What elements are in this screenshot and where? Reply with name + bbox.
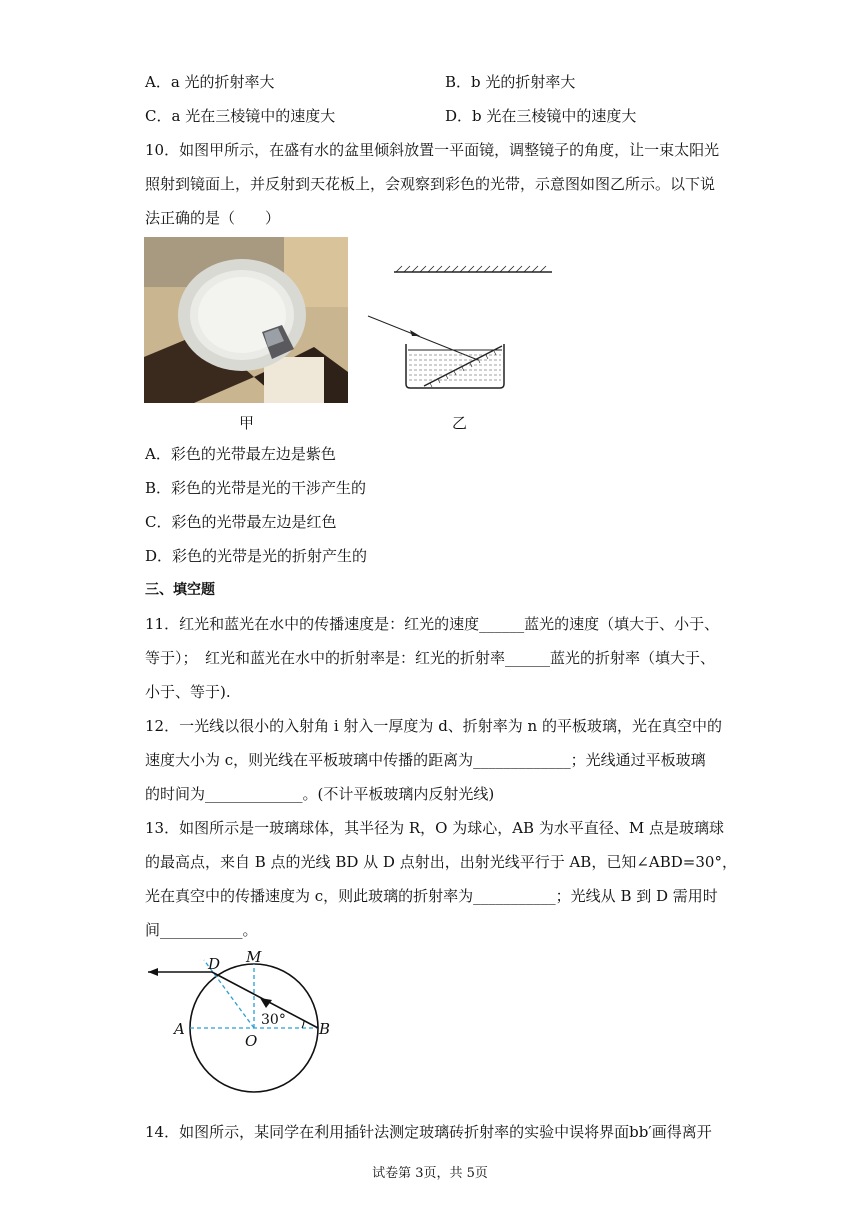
label-b: B (319, 1020, 331, 1038)
q9-option-b: B．b 光的折射率大 (445, 73, 576, 91)
q9-option-c: C．a 光在三棱镜中的速度大 (145, 107, 336, 125)
q13-line2: 的最高点，来自 B 点的光线 BD 从 D 点射出，出射光线平行于 AB，已知∠ABD=30°， (145, 853, 737, 871)
q9-option-d: D．b 光在三棱镜中的速度大 (445, 107, 637, 125)
q11-line1: 11．红光和蓝光在水中的传播速度是：红光的速度______蓝光的速度（填大于、小于、 (145, 615, 720, 633)
q10-stem-line3: 法正确的是（ ） (145, 209, 281, 227)
label-o: O (245, 1032, 258, 1050)
label-m: M (246, 948, 262, 966)
photo-plate-in-water (144, 237, 348, 403)
q11-line3: 小于、等于). (145, 683, 231, 701)
diagram-mirror-in-water (360, 262, 560, 394)
q12-line3: 的时间为_____________。(不计平板玻璃内反射光线) (145, 785, 495, 803)
q13-line4: 间___________。 (145, 921, 258, 939)
q12-line1: 12．一光线以很小的入射角 i 射入一厚度为 d、折射率为 n 的平板玻璃，光在真空中的 (145, 717, 722, 735)
caption-jia: 甲 (239, 414, 255, 432)
q13-line1: 13．如图所示是一玻璃球体，其半径为 R，O 为球心，AB 为水平直径、M 点是玻璃球 (145, 819, 724, 837)
label-a: A (174, 1020, 185, 1038)
caption-yi: 乙 (452, 414, 468, 432)
q12-line2: 速度大小为 c，则光线在平板玻璃中传播的距离为_____________；光线通过平板玻璃 (145, 751, 706, 769)
q11-line2: 等于）； 红光和蓝光在水中的折射率是：红光的折射率______蓝光的折射率（填大于、 (145, 649, 716, 667)
q10-option-d: D．彩色的光带是光的折射产生的 (145, 547, 368, 565)
q10-stem-line2: 照射到镜面上，并反射到天花板上，会观察到彩色的光带，示意图如图乙所示。以下说 (145, 175, 716, 193)
q13-line3: 光在真空中的传播速度为 c，则此玻璃的折射率为___________；光线从 B 到 D 需用时 (145, 887, 718, 905)
diagram-glass-sphere (142, 942, 342, 1102)
label-d: D (208, 955, 221, 973)
q10-option-b: B．彩色的光带是光的干涉产生的 (145, 479, 367, 497)
q10-stem-line1: 10．如图甲所示，在盛有水的盆里倾斜放置一平面镜，调整镜子的角度，让一束太阳光 (145, 141, 720, 159)
label-angle: 30° (261, 1012, 286, 1028)
section-title-fill-in: 三、填空题 (145, 582, 215, 598)
q9-option-a: A．a 光的折射率大 (145, 73, 275, 91)
q14-line1: 14．如图所示，某同学在利用插针法测定玻璃砖折射率的实验中误将界面bb′画得离开 (145, 1123, 712, 1141)
page-footer: 试卷第 3页，共 5页 (372, 1166, 488, 1181)
q10-option-c: C．彩色的光带最左边是红色 (145, 513, 337, 531)
q10-option-a: A．彩色的光带最左边是紫色 (145, 445, 336, 463)
